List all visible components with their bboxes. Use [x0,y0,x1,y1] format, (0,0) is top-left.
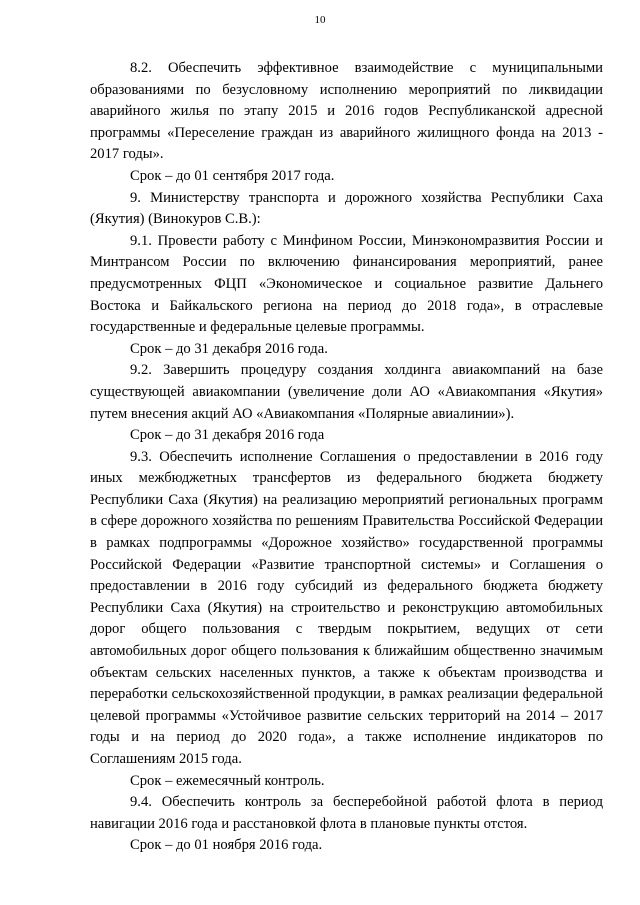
paragraph-8-2: 8.2. Обеспечить эффективное взаимодействие с муниципальными образованиями по безусловному исполнению мероприятий по ликвидации аварийного жилья по этапу 2015 и 2016 годов Республиканской адресной программы «Переселение граждан из аварийного жилищного фонда на 2013 - 2017 годы». [90,60,603,163]
paragraph-9: 9. Министерству транспорта и дорожного хозяйства Республики Саха (Якутия) (Винокуров С.В.): [90,189,603,228]
paragraph-9-3: 9.3. Обеспечить исполнение Соглашения о предоставлении в 2016 году иных межбюджетных трансфертов из федерального бюджета бюджету Республики Саха (Якутия) на реализацию мероприятий региональных программ в сфере дорожного хозяйства по решениям Правительства Российской Федерации в рамках подпрограммы «Дорожное хозяйство» государственной программы Российской Федерации «Развитие транспортной системы» и Соглашения о предоставлении в 2016 году субсидий из федерального бюджета бюджету Республики Саха (Якутия) на строительство и реконструкцию автомобильных дорог общего пользования с твердым покрытием, ведущих от сети автомобильных дорог общего пользования к ближайшим общественно значимым объектам сельских населенных пунктов, а также к объектам производства и переработки сельскохозяйственной продукции, в рамках реализации федеральной целевой программы «Устойчивое развитие сельских территорий на 2014 – 2017 годы и на период до 2020 года», а также исполнение индикаторов по Соглашениям 2015 года. [90,448,603,767]
deadline-9-2: Срок – до 31 декабря 2016 года [130,427,325,444]
page-number: 10 [314,14,326,26]
paragraph-9-4: 9.4. Обеспечить контроль за бесперебойной работой флота в период навигации 2016 года и расстановкой флота в плановые пункты отстоя. [90,794,603,832]
deadline-9-3: Срок – ежемесячный контроль. [130,772,325,789]
paragraph-9-2: 9.2. Завершить процедуру создания холдинга авиакомпаний на базе существующей авиакомпании (увеличение доли АО «Авиакомпания «Якутия» путем внесения акций АО «Авиакомпания «Полярные авиалинии»). [90,362,603,422]
deadline-8-2: Срок – до 01 сентября 2017 года. [130,167,335,184]
paragraph-9-1: 9.1. Провести работу с Минфином России, Минэкономразвития России и Минтрансом России по включению финансирования мероприятий, ранее предусмотренных ФЦП «Экономическое и социальное развитие Дальнего Востока и Байкальского региона на период до 2018 года», в отраслевые государственные и федеральные целевые программы. [90,232,603,336]
document-body [90,58,603,857]
deadline-9-1: Срок – до 31 декабря 2016 года. [130,340,328,357]
deadline-9-4: Срок – до 01 ноября 2016 года. [130,837,323,854]
